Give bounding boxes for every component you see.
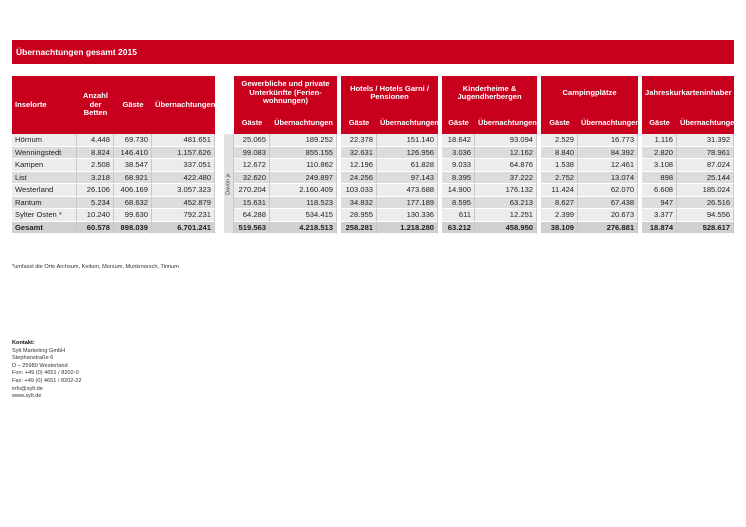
cell-gaeste: 898.039 [114,222,152,235]
cell-gaeste: 68.921 [114,172,152,185]
cell-group-uebernachtungen: 126.956 [377,147,438,160]
cell-group-gaeste: 99.083 [234,147,270,160]
cell-group-uebernachtungen: 67.438 [578,197,638,210]
cell-group-uebernachtungen: 78.961 [677,147,734,160]
cell-group-gaeste: 12.672 [234,159,270,172]
cell-group-gaeste: 2.529 [541,134,578,147]
total-row [12,222,734,235]
row-location: List [12,172,77,185]
contact-line[interactable]: www.sylt.de [12,393,42,400]
davon-je-label [224,134,234,234]
cell-group-uebernachtungen: 84.392 [578,147,638,160]
row-location: Kampen [12,159,77,172]
cell-group-uebernachtungen: 534.415 [270,209,337,222]
cell-group-gaeste: 947 [642,197,677,210]
footnote: *umfasst die Orte Archsum, Keitum, Morsum, Munkmarsch, Tinnum [12,264,179,270]
cell-group-uebernachtungen: 25.144 [677,172,734,185]
cell-group-gaeste: 258.281 [341,222,377,235]
cell-group-gaeste: 11.424 [541,184,578,197]
cell-group-gaeste: 8.627 [541,197,578,210]
cell-group-gaeste: 8.595 [442,197,475,210]
cell-group-uebernachtungen: 110.862 [270,159,337,172]
cell-group-gaeste: 32.620 [234,172,270,185]
cell-group-gaeste: 2.752 [541,172,578,185]
cell-group-uebernachtungen: 12.162 [475,147,537,160]
contact-line[interactable]: info@sylt.de [12,385,43,392]
cell-group-gaeste: 8.840 [541,147,578,160]
cell-group-uebernachtungen: 1.218.280 [377,222,438,235]
cell-group-uebernachtungen: 61.828 [377,159,438,172]
cell-group-gaeste: 14.900 [442,184,475,197]
cell-betten: 10.240 [77,209,114,222]
table-row [12,134,734,147]
cell-group-gaeste: 103.033 [341,184,377,197]
row-location: Hörnum [12,134,77,147]
cell-group-gaeste: 3.377 [642,209,677,222]
cell-group-gaeste: 64.288 [234,209,270,222]
cell-group-gaeste: 898 [642,172,677,185]
cell-group-uebernachtungen: 87.024 [677,159,734,172]
table-row [12,147,734,160]
row-location: Wenningstedt [12,147,77,160]
table-row [12,159,734,172]
cell-betten: 26.106 [77,184,114,197]
cell-gaeste: 406.169 [114,184,152,197]
cell-uebernachtungen: 1.157.626 [152,147,215,160]
cell-group-gaeste: 9.033 [442,159,475,172]
cell-group-uebernachtungen: 189.252 [270,134,337,147]
cell-group-gaeste: 6.608 [642,184,677,197]
sub-gaeste: Gäste [442,110,475,134]
cell-group-gaeste: 34.832 [341,197,377,210]
cell-betten: 4.448 [77,134,114,147]
table-row [12,209,734,222]
cell-group-uebernachtungen: 4.218.513 [270,222,337,235]
cell-group-uebernachtungen: 31.392 [677,134,734,147]
cell-group-uebernachtungen: 2.160.409 [270,184,337,197]
cell-group-gaeste: 18.642 [442,134,475,147]
cell-group-gaeste: 8.395 [442,172,475,185]
cell-group-uebernachtungen: 94.556 [677,209,734,222]
cell-group-uebernachtungen: 151.140 [377,134,438,147]
sub-gaeste: Gäste [234,110,270,134]
cell-group-uebernachtungen: 93.094 [475,134,537,147]
cell-group-gaeste: 38.109 [541,222,578,235]
cell-group-gaeste: 2.820 [642,147,677,160]
cell-group-uebernachtungen: 37.222 [475,172,537,185]
cell-group-uebernachtungen: 20.673 [578,209,638,222]
cell-group-gaeste: 15.631 [234,197,270,210]
cell-betten: 8.824 [77,147,114,160]
table-row [12,184,734,197]
group-header-ferienwohnungen: Gewerbliche und private Unterkünfte (Ferien-wohnungen) [234,76,337,110]
row-location: Sylter Osten * [12,209,77,222]
cell-group-gaeste: 22.378 [341,134,377,147]
cell-group-uebernachtungen: 249.897 [270,172,337,185]
cell-group-uebernachtungen: 458.950 [475,222,537,235]
contact-block [12,340,82,401]
sub-uebernachtungen: Übernachtungen [377,110,438,134]
cell-gaeste: 99.630 [114,209,152,222]
cell-group-uebernachtungen: 130.336 [377,209,438,222]
group-header-kinderheime: Kinderheime & Jugendherbergen [442,76,537,110]
row-location: Rantum [12,197,77,210]
sub-uebernachtungen: Übernachtungen [578,110,638,134]
contact-line: Sylt Marketing GmbH [12,347,66,354]
row-location: Gesamt [12,222,77,235]
cell-group-uebernachtungen: 473.688 [377,184,438,197]
cell-group-uebernachtungen: 63.213 [475,197,537,210]
cell-group-gaeste: 519.563 [234,222,270,235]
cell-group-gaeste: 18.874 [642,222,677,235]
page-title: Übernachtungen gesamt 2015 [12,40,734,64]
cell-betten: 60.578 [77,222,114,235]
cell-group-gaeste: 25.065 [234,134,270,147]
table-row [12,197,734,210]
col-uebernachtungen: Übernachtungen [152,76,215,134]
cell-group-uebernachtungen: 13.074 [578,172,638,185]
col-inselorte: Inselorte [12,76,77,134]
overnight-stays-table [12,76,739,234]
cell-group-gaeste: 270.204 [234,184,270,197]
cell-group-gaeste: 1.116 [642,134,677,147]
cell-uebernachtungen: 422.480 [152,172,215,185]
sub-gaeste: Gäste [541,110,578,134]
cell-group-gaeste: 24.256 [341,172,377,185]
cell-uebernachtungen: 452.879 [152,197,215,210]
cell-group-gaeste: 3.036 [442,147,475,160]
cell-group-uebernachtungen: 855.155 [270,147,337,160]
cell-group-uebernachtungen: 176.132 [475,184,537,197]
cell-group-gaeste: 12.196 [341,159,377,172]
cell-group-uebernachtungen: 26.516 [677,197,734,210]
cell-group-gaeste: 28.955 [341,209,377,222]
cell-gaeste: 68.632 [114,197,152,210]
sub-gaeste: Gäste [642,110,677,134]
cell-group-uebernachtungen: 185.024 [677,184,734,197]
cell-group-gaeste: 611 [442,209,475,222]
sub-uebernachtungen: Übernachtungen [677,110,734,134]
group-header-hotels: Hotels / Hotels Garni / Pensionen [341,76,438,110]
cell-group-gaeste: 3.108 [642,159,677,172]
cell-group-uebernachtungen: 62.070 [578,184,638,197]
row-location: Westerland [12,184,77,197]
sub-uebernachtungen: Übernachtungen [475,110,537,134]
cell-group-gaeste: 1.538 [541,159,578,172]
cell-uebernachtungen: 337.051 [152,159,215,172]
cell-gaeste: 69.730 [114,134,152,147]
cell-group-uebernachtungen: 276.881 [578,222,638,235]
cell-uebernachtungen: 481.651 [152,134,215,147]
sub-uebernachtungen: Übernachtungen [270,110,337,134]
contact-title: Kontakt: [12,340,35,346]
group-header-jahreskurkarten: Jahreskurkarteninhaber [642,76,734,110]
davon-je-text: Davon je [224,172,231,195]
cell-group-uebernachtungen: 12.251 [475,209,537,222]
sub-gaeste: Gäste [341,110,377,134]
cell-betten: 2.508 [77,159,114,172]
cell-group-uebernachtungen: 12.461 [578,159,638,172]
cell-uebernachtungen: 3.057.323 [152,184,215,197]
cell-uebernachtungen: 6.701.241 [152,222,215,235]
cell-betten: 3.218 [77,172,114,185]
cell-group-uebernachtungen: 16.773 [578,134,638,147]
cell-group-gaeste: 2.399 [541,209,578,222]
contact-line: Fon: +49 (0) 4651 / 8202-0 [12,370,79,377]
cell-gaeste: 38.547 [114,159,152,172]
cell-group-uebernachtungen: 118.523 [270,197,337,210]
cell-group-uebernachtungen: 177.189 [377,197,438,210]
cell-group-uebernachtungen: 97.143 [377,172,438,185]
group-header-camping: Campingplätze [541,76,638,110]
col-gaeste: Gäste [114,76,152,134]
cell-group-uebernachtungen: 528.617 [677,222,734,235]
cell-group-gaeste: 32.631 [341,147,377,160]
contact-line: D – 25980 Westerland [12,362,68,369]
contact-line: Stephanstraße 6 [12,355,54,362]
table-row [12,172,734,185]
cell-gaeste: 146.410 [114,147,152,160]
cell-group-gaeste: 63.212 [442,222,475,235]
contact-line: Fax: +49 (0) 4651 / 8202-22 [12,377,82,384]
cell-group-uebernachtungen: 64.876 [475,159,537,172]
cell-betten: 5.234 [77,197,114,210]
col-betten: Anzahl der Betten [77,76,114,134]
cell-uebernachtungen: 792.231 [152,209,215,222]
